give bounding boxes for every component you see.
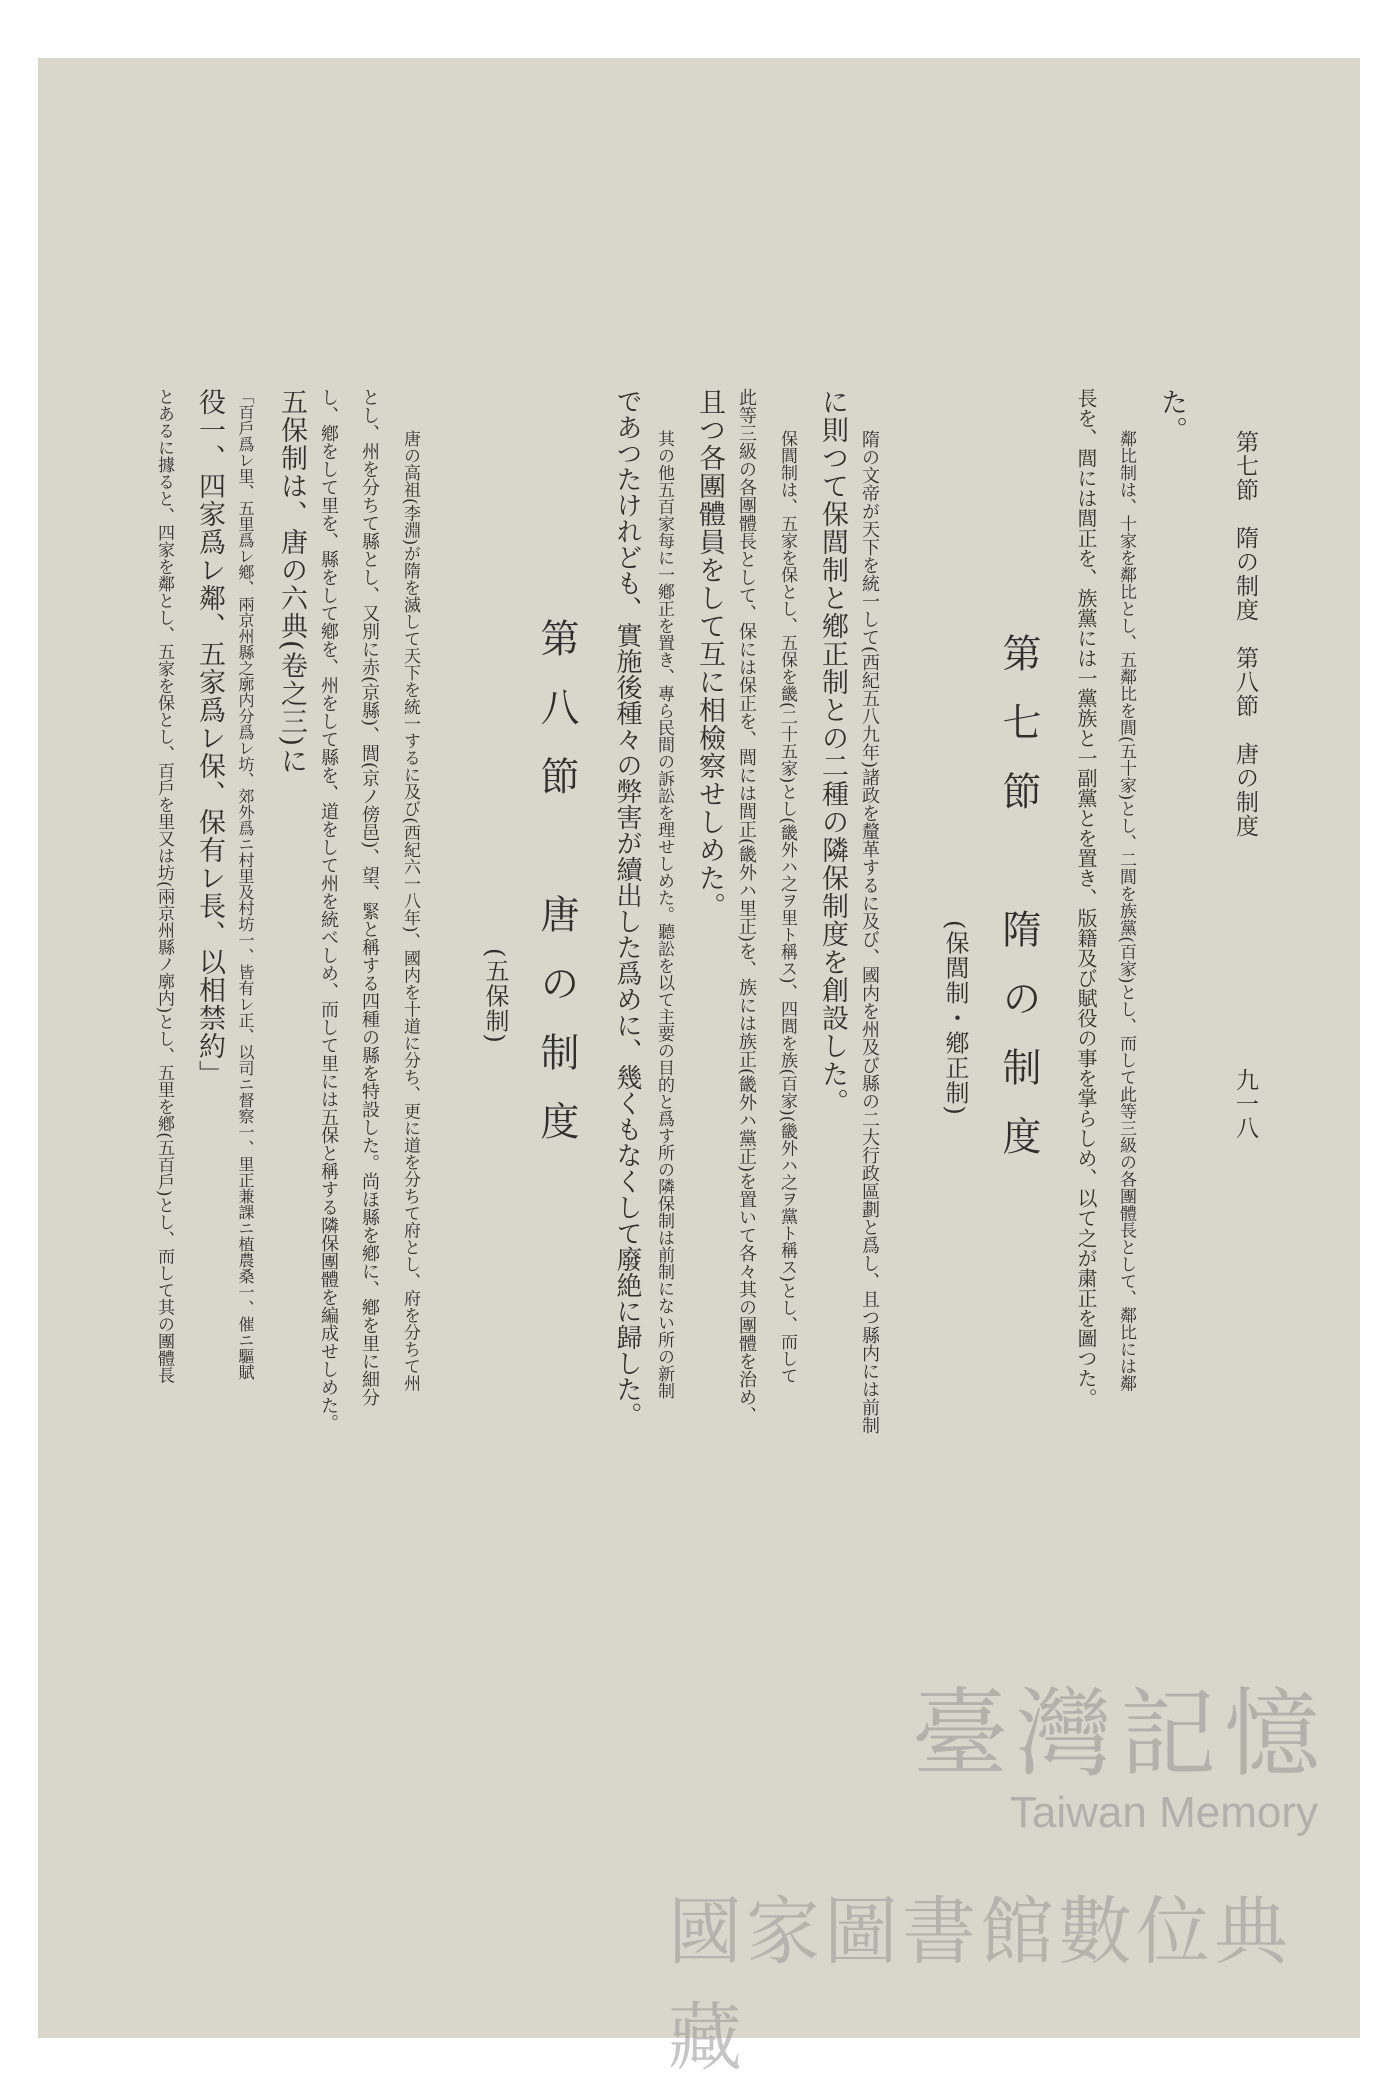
section7-body-line: 其の他五百家每に一鄕正を置き、專ら民間の訴訟を理せしめた。聽訟を以て主要の目的と爲す所の隣保制は前制にない所の新制 — [654, 430, 674, 1399]
running-head: 第七節 隋の制度 第八節 唐の制度 — [1232, 430, 1258, 838]
section7-subtitle: (保閭制・鄕正制) — [941, 920, 969, 1116]
section8-body-line: とし、州を分ちて縣とし、又別に赤(京縣)、閭(京ノ傍邑)、望、緊と稱する四種の縣を特設した。尚ほ縣を鄕に、鄕を里に細分 — [359, 388, 380, 1407]
section7-title: 第七節 隋の制度 — [996, 633, 1041, 1185]
watermark-logo-text: 臺灣記憶 — [912, 1678, 1328, 1790]
section8-subtitle: (五保制) — [481, 948, 509, 1044]
section7-leadin-line: た。 — [1156, 388, 1187, 444]
watermark-english: Taiwan Memory — [1009, 1788, 1318, 1837]
watermark-institution: 國家圖書館數位典藏 — [668, 1890, 1292, 2079]
scanned-page — [38, 58, 1360, 2079]
section7-body-line: であつたけれども、實施後種々の弊害が續出した爲めに、幾くもなくして廢絶に歸した。 — [612, 388, 642, 1428]
section7-body-line: 此等三級の各團體長として、保には保正を、閭には閭正(畿外ハ里正)を、族には族正(畿外ハ黨正)を置いて各々其の團體を治め、 — [736, 388, 757, 1425]
taiwan-memory-watermark — [668, 1658, 1328, 2079]
section8-body-line: 役一、四家爲レ鄰、五家爲レ保、保有レ長、以相禁約」 — [194, 388, 225, 1088]
section8-body-line: し、鄕をして里を、縣をして鄕を、州をして縣を、道をして州を統べしめ、而して里には五保と稱する隣保團體を編成せしめた。 — [318, 388, 339, 1432]
section8-title: 第八節 唐の制度 — [534, 618, 579, 1170]
section8-body-line: 「百戶爲レ里、五里爲レ鄕、兩京州縣之廓内分爲レ坊、郊外爲ニ村里及村坊一、皆有レ正、以司ニ督察一、里正兼課ニ植農桑一、催ニ驅賦 — [236, 388, 255, 1380]
section8-body-line: 五保制は、唐の六典(卷之三)に — [276, 388, 307, 776]
section7-body-line: 保閭制は、五家を保とし、五保を畿(二十五家)とし(畿外ハ之ヲ里ト稱ス)、四閭を族(百家)(畿外ハ之ヲ黨ト稱ス)とし、而して — [777, 430, 797, 1385]
section7-leadin-line: 長を、閭には閭正を、族黨には一黨族と一副黨とを置き、版籍及び賦役の事を掌らしめ、以て之が粛正を圖つた。 — [1074, 388, 1098, 1408]
section7-body-line: 隋の文帝が天下を統一して(西紀五八九年)諸政を釐革するに及び、國内を州及び縣の二大行政區劃と爲し、且つ縣内には前制 — [859, 430, 880, 1435]
section7-leadin-line: 鄰比制は、十家を鄰比とし、五鄰比を閭(五十家)とし、二閭を族黨(百家)とし、而して此等三級の各團體長として、鄰比には鄰 — [1116, 430, 1136, 1392]
section7-body-line: 且つ各團體員をして互に相檢察せしめた。 — [694, 388, 725, 920]
section8-body-line: 唐の高祖(李淵)が隋を滅して天下を統一するに及び(西紀六一八年)、國内を十道に分ち、更に道を分ちて府とし、府を分ちて州 — [400, 430, 420, 1392]
section7-body-line: に則つて保閭制と鄕正制との二種の隣保制度を創設した。 — [817, 388, 848, 1116]
page-number: 九一八 — [1232, 1068, 1258, 1140]
section8-body-line: とあるに據ると、四家を鄰とし、五家を保とし、百戶を里又は坊(兩京州縣ノ廓内)とし、五里を鄕(五百戶)とし、而して其の團體長 — [154, 388, 174, 1384]
